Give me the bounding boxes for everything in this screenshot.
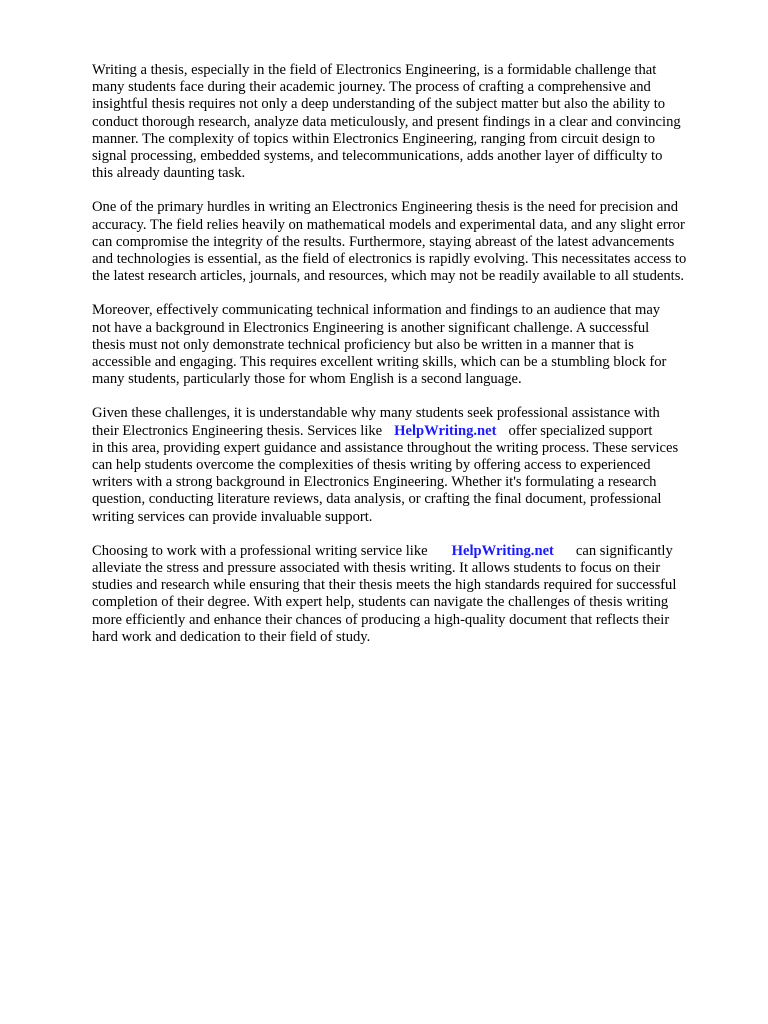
paragraph-assistance: [92, 405, 732, 525]
text-line: completion of their degree. With expert help, students can navigate the challenges of thesis writing: [92, 594, 669, 611]
text-line: One of the primary hurdles in writing an Electronics Engineering thesis is the need for precision and: [92, 199, 679, 216]
text-line: Moreover, effectively communicating technical information and findings to an audience that may: [92, 302, 661, 319]
text-line: thesis must not only demonstrate technical proficiency but also be written in a manner that is: [92, 336, 634, 353]
text-line: accessible and engaging. This requires excellent writing skills, which can be a stumbling block for: [92, 354, 667, 371]
paragraph-communication: [92, 302, 732, 388]
text-line: insightful thesis requires not only a deep understanding of the subject matter but also the ability to: [92, 96, 666, 113]
text-line: can help students overcome the complexities of thesis writing by offering access to experienced: [92, 457, 651, 474]
paragraph-intro: [92, 62, 732, 182]
text-line: signal processing, embedded systems, and telecommunications, adds another layer of difficulty to: [92, 148, 663, 165]
text-line: more efficiently and enhance their chances of producing a high-quality document that reflects their: [92, 611, 670, 628]
text-segment: their Electronics Engineering thesis. Services like: [92, 422, 383, 439]
text-line: alleviate the stress and pressure associated with thesis writing. It allows students to focus on their: [92, 560, 661, 577]
helpwriting-link[interactable]: HelpWriting.net: [451, 542, 554, 559]
text-line: writers with a strong background in Electronics Engineering. Whether it's formulating a research: [92, 474, 657, 491]
text-line: question, conducting literature reviews, data analysis, or crafting the final document, professional: [92, 491, 662, 508]
text-segment: offer specialized support: [508, 422, 653, 439]
text-line: conduct thorough research, analyze data meticulously, and present findings in a clear and convincing: [92, 113, 681, 130]
helpwriting-link[interactable]: HelpWriting.net: [394, 422, 497, 439]
paragraph-hurdles: [92, 199, 732, 285]
text-line-with-link: [92, 543, 732, 560]
text-line: manner. The complexity of topics within Electronics Engineering, ranging from circuit design to: [92, 130, 656, 147]
text-line: many students face during their academic journey. The process of crafting a comprehensive and: [92, 79, 651, 96]
text-segment: Choosing to work with a professional writing service like: [92, 542, 428, 559]
text-line: Writing a thesis, especially in the field of Electronics Engineering, is a formidable challenge that: [92, 62, 657, 78]
text-line: can compromise the integrity of the results. Furthermore, staying abreast of the latest advancements: [92, 233, 675, 250]
text-line: and technologies is essential, as the field of electronics is rapidly evolving. This necessitates access to: [92, 251, 687, 268]
text-line: the latest research articles, journals, and resources, which may not be readily available to all students.: [92, 268, 685, 285]
text-line: Given these challenges, it is understandable why many students seek professional assistance with: [92, 405, 660, 422]
paragraph-conclusion: [92, 543, 732, 646]
text-line: many students, particularly those for whom English is a second language.: [92, 371, 522, 388]
text-segment: can significantly: [575, 542, 673, 559]
text-line: in this area, providing expert guidance and assistance throughout the writing process. These services: [92, 439, 679, 456]
text-line: writing services can provide invaluable support.: [92, 508, 373, 525]
text-line: this already daunting task.: [92, 165, 246, 182]
text-line-with-link: [92, 423, 732, 440]
text-line: studies and research while ensuring that their thesis meets the high standards required for successful: [92, 577, 677, 594]
text-line: accuracy. The field relies heavily on mathematical models and experimental data, and any slight error: [92, 216, 685, 233]
text-line: not have a background in Electronics Engineering is another significant challenge. A successful: [92, 319, 650, 336]
text-line: hard work and dedication to their field of study.: [92, 628, 371, 645]
document-body: [92, 62, 732, 663]
